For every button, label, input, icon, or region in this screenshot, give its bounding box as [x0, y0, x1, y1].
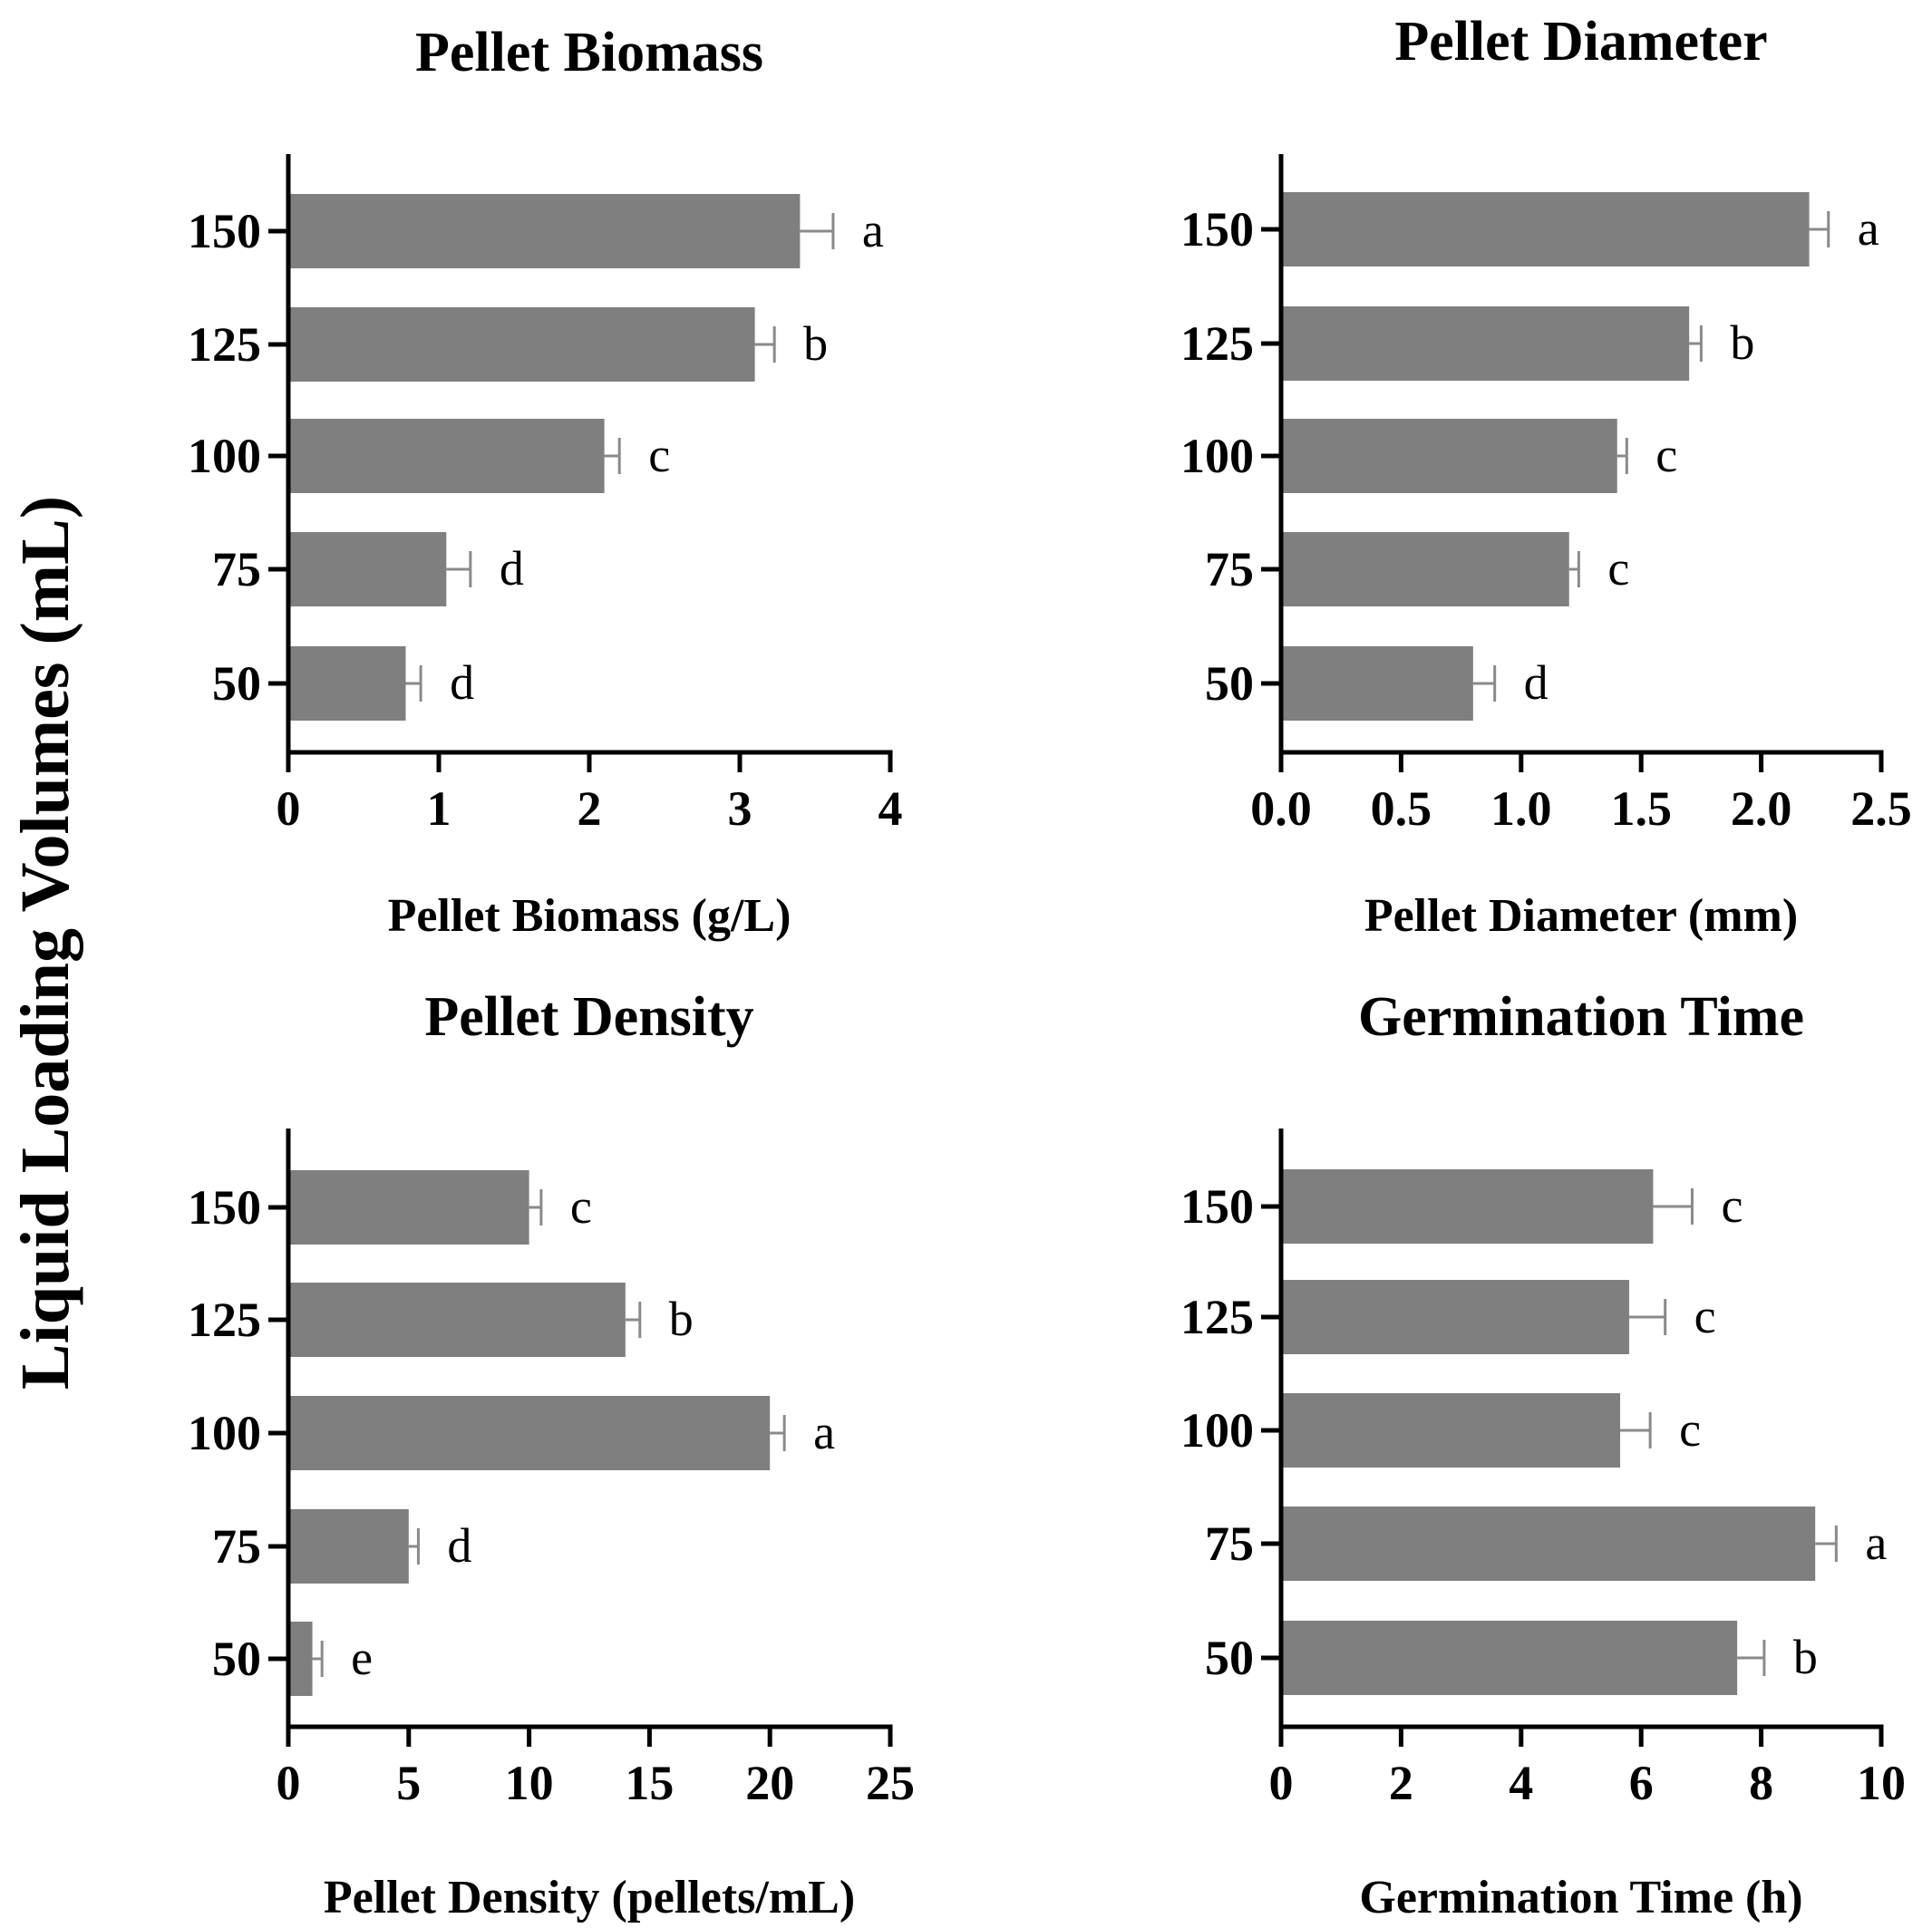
significance-letter: e	[351, 1631, 374, 1685]
chart-title: Pellet Density	[424, 986, 754, 1048]
y-tick-label: 75	[1205, 1516, 1254, 1571]
y-tick-label: 125	[1180, 1290, 1254, 1344]
y-tick-label: 100	[188, 1406, 261, 1460]
bar	[288, 1170, 529, 1245]
x-tick-label: 2	[577, 781, 602, 836]
x-tick-label: 2	[1388, 1756, 1413, 1810]
error-bar	[1473, 665, 1495, 702]
bar	[288, 1396, 770, 1470]
error-bar	[529, 1189, 541, 1226]
error-bar	[1815, 1526, 1836, 1562]
error-bar	[770, 1415, 784, 1451]
significance-letter: a	[813, 1405, 836, 1459]
x-tick-label: 10	[504, 1756, 554, 1810]
y-tick-label: 125	[188, 317, 261, 372]
bar	[1281, 306, 1689, 381]
x-tick-label: 25	[866, 1756, 915, 1810]
error-bar	[1737, 1640, 1764, 1676]
chart-panel	[1180, 986, 1906, 1923]
significance-letter: c	[648, 428, 671, 482]
y-tick-label: 100	[1180, 1403, 1254, 1458]
chart-panel	[188, 22, 903, 942]
x-tick-label: 8	[1749, 1756, 1774, 1810]
chart-title: Pellet Diameter	[1394, 11, 1768, 73]
y-tick-label: 75	[1205, 542, 1254, 596]
y-tick-label: 150	[1180, 202, 1254, 257]
y-tick-label: 75	[212, 1519, 261, 1574]
chart-panel	[188, 986, 915, 1923]
x-tick-label: 3	[727, 781, 752, 836]
shared-y-axis-label: Liquid Loading Volumes (mL)	[7, 495, 83, 1390]
significance-letter: a	[1865, 1516, 1888, 1570]
error-bar	[1689, 325, 1701, 362]
x-tick-label: 2.0	[1730, 781, 1792, 836]
x-tick-label: 10	[1857, 1756, 1906, 1810]
bar	[288, 1283, 626, 1357]
significance-letter: d	[499, 541, 524, 596]
significance-letter: c	[1679, 1402, 1702, 1457]
bar	[1281, 532, 1569, 606]
x-tick-label: 0	[276, 781, 301, 836]
x-tick-label: 1.5	[1610, 781, 1672, 836]
significance-letter: d	[1523, 655, 1549, 710]
error-bar	[1653, 1188, 1692, 1225]
bar	[288, 307, 755, 382]
y-tick-label: 150	[188, 1180, 261, 1235]
y-tick-label: 50	[1205, 656, 1254, 711]
chart-title: Pellet Biomass	[415, 22, 763, 83]
x-tick-label: 4	[878, 781, 903, 836]
bar	[1281, 419, 1617, 493]
chart-title: Germination Time	[1358, 986, 1804, 1048]
error-bar	[800, 213, 833, 249]
x-tick-label: 15	[625, 1756, 675, 1810]
bar	[1281, 1393, 1620, 1468]
x-tick-label: 0.0	[1250, 781, 1312, 836]
x-axis-label: Pellet Biomass (g/L)	[387, 890, 791, 942]
error-bar	[409, 1528, 419, 1565]
error-bar	[405, 665, 421, 702]
error-bar	[1629, 1299, 1665, 1335]
error-bar	[755, 326, 775, 363]
chart-panel	[1180, 11, 1912, 942]
bar	[1281, 1507, 1815, 1581]
x-axis-label: Germination Time (h)	[1359, 1872, 1803, 1923]
significance-letter: d	[447, 1518, 472, 1573]
significance-letter: b	[1730, 315, 1755, 370]
bar	[1281, 192, 1810, 266]
bar	[288, 532, 446, 606]
x-tick-label: 0	[276, 1756, 301, 1810]
bar	[288, 194, 800, 268]
y-tick-label: 75	[212, 542, 261, 596]
y-tick-label: 50	[212, 656, 261, 711]
y-tick-label: 100	[188, 429, 261, 483]
y-tick-label: 150	[1180, 1179, 1254, 1234]
bar	[1281, 1169, 1653, 1244]
error-bar	[1569, 551, 1579, 587]
bar	[1281, 1621, 1737, 1695]
significance-letter: b	[803, 316, 829, 371]
x-tick-label: 4	[1509, 1756, 1534, 1810]
y-tick-label: 50	[212, 1632, 261, 1686]
x-tick-label: 0	[1268, 1756, 1294, 1810]
significance-letter: c	[1721, 1178, 1743, 1233]
bar	[1281, 1280, 1629, 1354]
error-bar	[1617, 438, 1627, 474]
error-bar	[605, 438, 620, 474]
error-bar	[1810, 211, 1829, 247]
error-bar	[446, 551, 471, 587]
significance-letter: b	[668, 1292, 694, 1346]
bar	[288, 419, 605, 493]
y-tick-label: 125	[1180, 316, 1254, 371]
x-axis-label: Pellet Diameter (mm)	[1364, 890, 1799, 942]
error-bar	[626, 1302, 640, 1338]
y-tick-label: 150	[188, 204, 261, 258]
bar	[288, 646, 405, 721]
error-bar	[1620, 1412, 1650, 1448]
x-tick-label: 1	[426, 781, 451, 836]
significance-letter: c	[1655, 428, 1678, 482]
x-tick-label: 20	[745, 1756, 795, 1810]
x-axis-label: Pellet Density (pellets/mL)	[323, 1872, 856, 1923]
y-tick-label: 125	[188, 1293, 261, 1347]
x-tick-label: 5	[396, 1756, 422, 1810]
significance-letter: a	[1857, 201, 1879, 256]
significance-letter: c	[1607, 541, 1630, 596]
significance-letter: a	[861, 203, 884, 257]
significance-letter: b	[1792, 1630, 1818, 1684]
y-tick-label: 50	[1205, 1631, 1254, 1685]
error-bar	[313, 1641, 323, 1677]
significance-letter: c	[1694, 1289, 1716, 1343]
x-tick-label: 2.5	[1850, 781, 1912, 836]
y-tick-label: 100	[1180, 429, 1254, 483]
bar	[1281, 646, 1473, 721]
x-tick-label: 0.5	[1370, 781, 1432, 836]
significance-letter: d	[450, 655, 475, 710]
bar	[288, 1622, 313, 1696]
bar	[288, 1509, 409, 1584]
significance-letter: c	[569, 1179, 592, 1234]
x-tick-label: 1.0	[1490, 781, 1552, 836]
x-tick-label: 6	[1628, 1756, 1654, 1810]
